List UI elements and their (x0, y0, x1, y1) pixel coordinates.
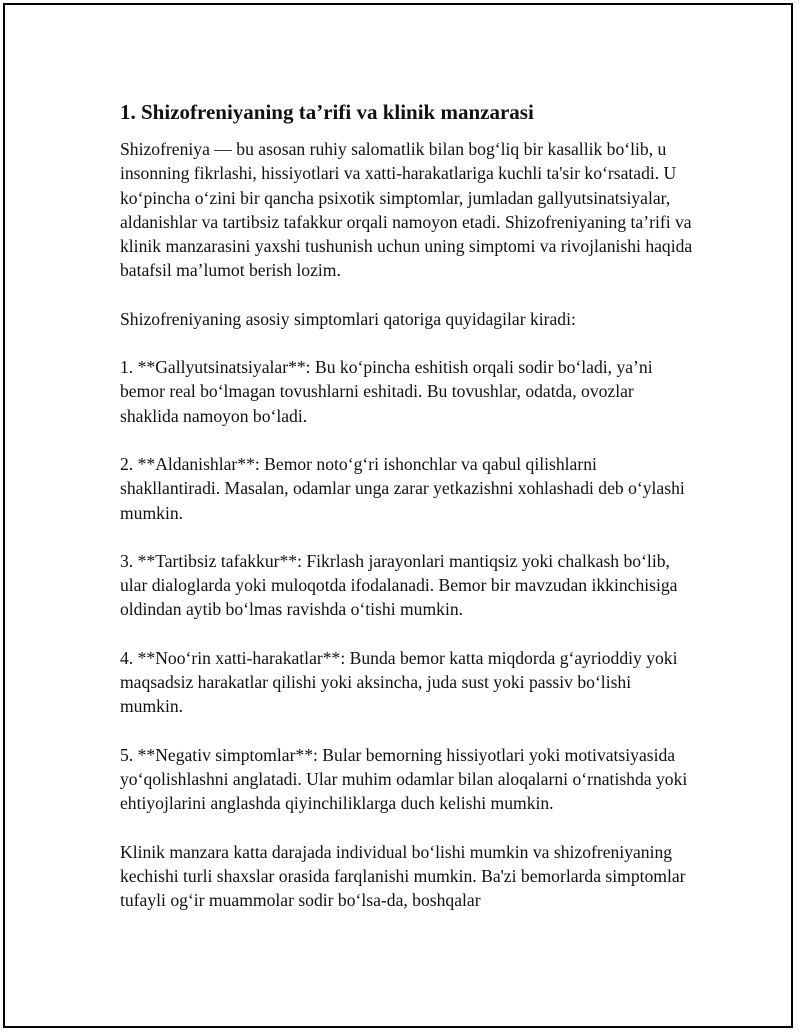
section-heading: 1. Shizofreniyaning ta’rifi va klinik manzarasi (120, 100, 534, 124)
intro-paragraph: Shizofreniya — bu asosan ruhiy salomatlik bilan bog‘liq bir kasallik bo‘lib, u insonning fikrlashi, hissiyotlari va xatti-harakatlariga kuchli ta'sir ko‘rsatadi. U ko‘pincha o‘zini bir qancha psixotik simptomlar, jumladan gallyutsinatsiyalar, aldanishlar va tartibsiz tafakkur orqali namoyon etadi. Shizofreniyaning ta’rifi va klinik manzarasini yaxshi tushunish uchun uning simptomi va rivojlanishi haqida batafsil ma’lumot berish lozim. (120, 139, 693, 281)
document-content (120, 99, 695, 936)
symptom-item-delusions: 2. **Aldanishlar**: Bemor noto‘g‘ri ishonchlar va qabul qilishlarni shakllantiradi. Masalan, odamlar unga zarar yetkazishni xohlashadi deb o‘ylashi mumkin. (120, 453, 685, 523)
symptom-item-disorganized-thinking: 3. **Tartibsiz tafakkur**: Fikrlash jarayonlari mantiqsiz yoki chalkash bo‘lib, ular dialoglarda yoki muloqotda ifodalanadi. Bemor bir mavzudan ikkinchisiga oldindan aytib bo‘lmas ravishda o‘tishi mumkin. (120, 550, 678, 620)
symptom-item-negative-symptoms: 5. **Negativ simptomlar**: Bular bemorning hissiyotlari yoki motivatsiyasida yo‘qolishlashni anglatadi. Ular muhim odamlar bilan aloqalarni o‘rnatishda yoki ehtiyojlarini anglashda qiyinchiliklarga duch kelishi mumkin. (120, 744, 688, 814)
symptoms-intro-paragraph: Shizofreniyaning asosiy simptomlari qatoriga quyidagilar kiradi: (120, 308, 576, 329)
clinical-picture-paragraph: Klinik manzara katta darajada individual bo‘lishi mumkin va shizofreniyaning kechishi turli shaxslar orasida farqlanishi mumkin. Ba'zi bemorlarda simptomlar tufayli og‘ir muammolar sodir bo‘lsa-da, boshqalar (120, 841, 686, 911)
symptom-item-hallucinations: 1. **Gallyutsinatsiyalar**: Bu ko‘pincha eshitish orqali sodir bo‘ladi, ya’ni bemor real bo‘lmagan tovushlarni eshitadi. Bu tovushlar, odatda, ovozlar shaklida namoyon bo‘ladi. (120, 357, 653, 426)
symptom-item-inappropriate-behavior: 4. **Noo‘rin xatti-harakatlar**: Bunda bemor katta miqdorda g‘ayrioddiy yoki maqsadsiz harakatlar qilishi yoki aksincha, juda sust yoki passiv bo‘lishi mumkin. (120, 647, 678, 717)
document-page (3, 3, 793, 1028)
